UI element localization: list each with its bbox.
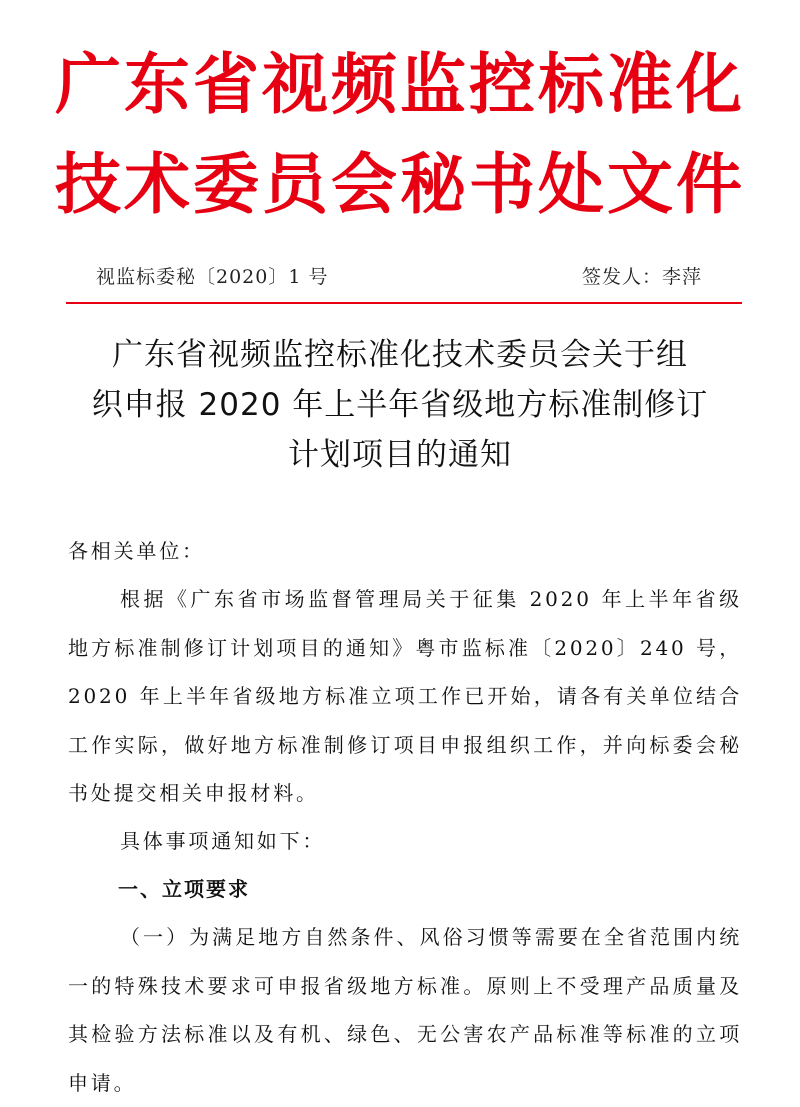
document-number: 视监标委秘〔2020〕1 号 [96, 266, 329, 288]
signer: 签发人：李萍 [581, 266, 702, 288]
title-line-1: 广东省视频监控标准化技术委员会关于组 [112, 337, 688, 373]
title-line-3: 计划项目的通知 [288, 437, 512, 473]
section-1-heading: 一、立项要求 [118, 877, 250, 901]
document-title [60, 330, 740, 480]
salutation: 各相关单位： [68, 539, 205, 563]
paragraph-3: （一）为满足地方自然条件、风俗习惯等需要在全省范围内统一的特殊技术要求可申报省级地方标准。原则上不受理产品质量及其检验方法标准以及有机、绿色、无公害农产品标准等标准的立项申请。 [68, 925, 742, 1095]
paragraph-1: 根据《广东省市场监督管理局关于征集 2020 年上半年省级地方标准制修订计划项目的通知》粤市监标准〔2020〕240 号，2020 年上半年省级地方标准立项工作已开始，请各有关单位结合工作实际，做好地方标准制修订项目申报组织工作，并向标委会秘书处提交相关申报材料。 [68, 587, 742, 805]
title-line-2: 织申报 2020 年上半年省级地方标准制修订 [91, 387, 709, 423]
paragraph-2: 具体事项通知如下： [120, 829, 326, 853]
masthead-line-1: 广东省视频监控标准化 [55, 46, 745, 123]
red-divider-line [66, 302, 742, 304]
masthead-line-2: 技术委员会秘书处文件 [55, 146, 745, 223]
